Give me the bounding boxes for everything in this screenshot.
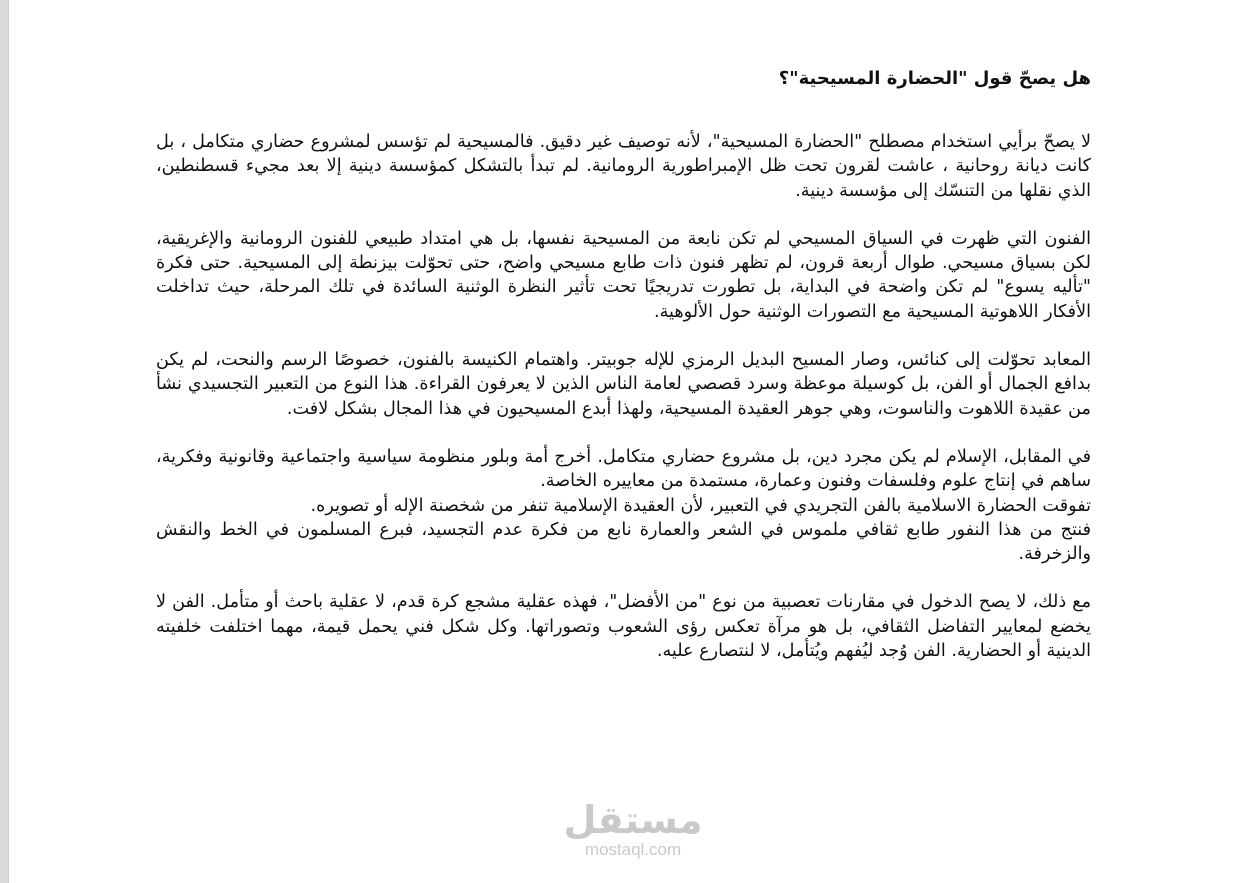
watermark-logo: [553, 800, 713, 860]
paragraph-temples: المعابد تحوّلت إلى كنائس، وصار المسيح البديل الرمزي للإله جوبيتر. واهتمام الكنيسة بالفنون، خصوصًا الرسم والنحت، لم يكن بدافع الجمال أو الفن، بل كوسيلة موعظة وسرد قصصي لعامة الناس الذين لا يعرفون القراءة. هذا النوع من التعبير التجسيدي نشأ من عقيدة اللاهوت والناسوت، وهي جوهر العقيدة المسيحية، ولهذا أبدع المسيحيون في هذا المجال بشكل لافت.: [156, 350, 1091, 419]
watermark-url: mostaql.com: [584, 840, 682, 859]
paragraph-islam-line: تفوقت الحضارة الاسلامية بالفن التجريدي في التعبير، لأن العقيدة الإسلامية تنفر من شخصنة الإله أو تصويره.: [310, 495, 1091, 516]
paragraph-islam-line: فنتج من هذا النفور طابع ثقافي ملموس في الشعر والعمارة نابع من فكرة عدم التجسيد، فبرع المسلمون في الخط والنقش والزخرفة.: [156, 519, 1091, 565]
paragraph-conclusion: مع ذلك، لا يصح الدخول في مقارنات تعصبية من نوع "من الأفضل"، فهذه عقلية مشجع كرة قدم، لا عقلية باحث أو متأمل. الفن لا يخضع لمعايير التفاضل الثقافي، بل هو مرآة تعكس رؤى الشعوب وتصوراتها. وكل شكل فني يحمل قيمة، مهما اختلفت خلفيته الدينية أو الحضارية. الفن وُجد ليُفهم ويُتأمل، لا لنتصارع عليه.: [156, 592, 1091, 662]
paragraph-arts-origin: الفنون التي ظهرت في السياق المسيحي لم تكن نابعة من المسيحية نفسها، بل هي امتداد طبيعي للفنون الرومانية والإغريقية، لكن بسياق مسيحي. طوال أربعة قرون، لم تظهر فنون ذات طابع مسيحي واضح، حتى تحوّلت بيزنطة إلى المسيحية. حتى فكرة "تأليه يسوع" لم تكن واضحة في البداية، بل تطورت تدريجيًا تحت تأثير النظرة الوثنية السائدة في تلك المرحلة، حيث تداخلت الأفكار اللاهوتية المسيحية مع التصورات الوثنية حول الألوهية.: [156, 228, 1091, 322]
paragraph-islam-line: في المقابل، الإسلام لم يكن مجرد دين، بل مشروع حضاري متكامل. أخرج أمة وبلور منظومة سياسية واجتماعية وقانونية وفكرية، ساهم في إنتاج علوم وفلسفات وفنون وعمارة، مستمدة من معاييره الخاصة.: [156, 446, 1091, 492]
paragraph-intro: لا يصحّ برأيي استخدام مصطلح "الحضارة المسيحية"، لأنه توصيف غير دقيق. فالمسيحية لم تؤسس لمشروع حضاري متكامل ، بل كانت ديانة روحانية ، عاشت لقرون تحت ظل الإمبراطورية الرومانية. لم تبدأ بالتشكل كمؤسسة دينية إلا بعد مجيء قسطنطين، الذي نقلها من التنسّك إلى مؤسسة دينية.: [156, 132, 1091, 201]
watermark-logo-text: مستقل: [563, 798, 703, 842]
paragraph-islam: [156, 445, 1091, 566]
document-page: [8, 0, 1242, 883]
document-body: [156, 66, 1091, 687]
document-title: هل يصحّ قول "الحضارة المسيحية"؟: [778, 68, 1091, 89]
